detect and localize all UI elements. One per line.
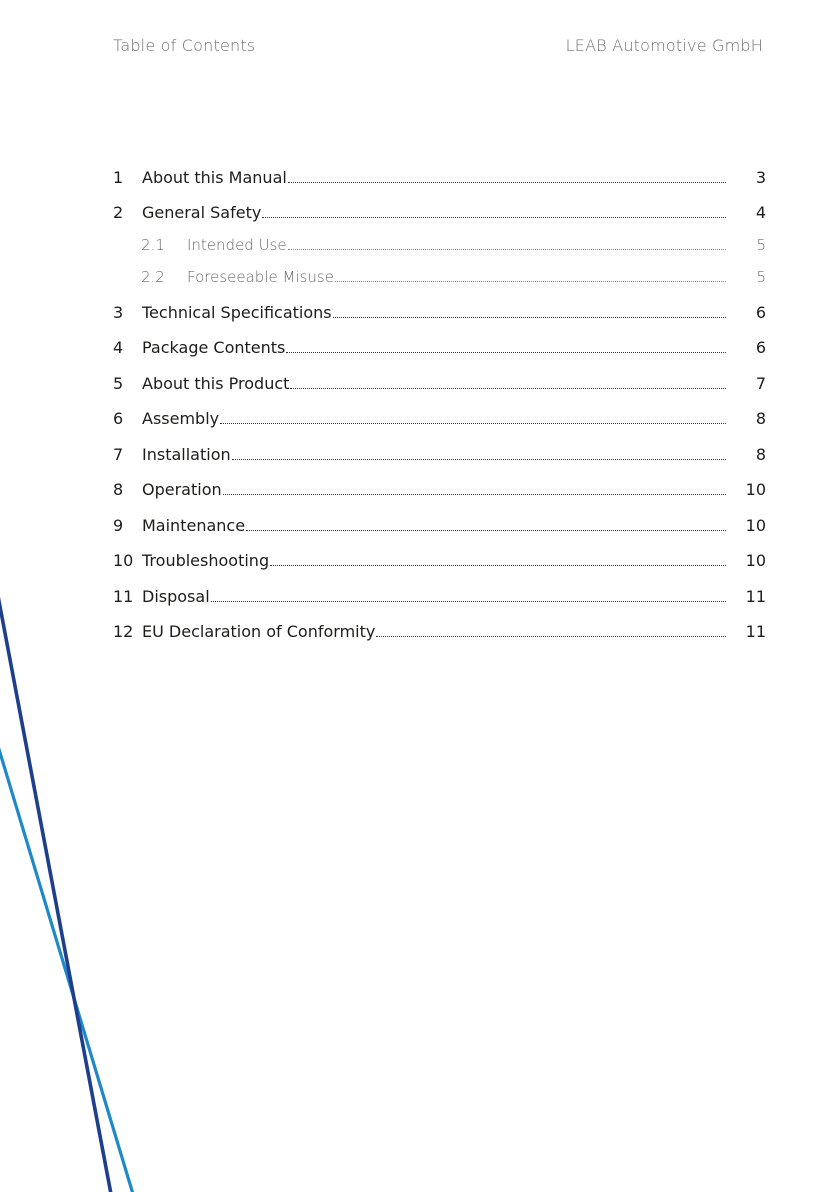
toc-entry-number: 3 xyxy=(113,302,124,322)
toc-entry-title: Installation xyxy=(142,444,231,464)
toc-entry-title: Intended Use xyxy=(187,236,287,254)
toc-entry-number: 2.1 xyxy=(141,236,165,254)
decorative-light-blue-line xyxy=(0,746,133,1192)
toc-entry-number: 8 xyxy=(113,480,124,499)
running-header-title: Table of Contents xyxy=(113,36,256,55)
toc-entry-number: 12 xyxy=(113,622,134,641)
toc-entry-page: 10 xyxy=(745,551,766,570)
toc-entry-page: 6 xyxy=(755,338,766,357)
toc-entry-page: 3 xyxy=(755,167,766,187)
toc-entry-number: 2 xyxy=(113,203,124,222)
toc-entry-title: Troubleshooting xyxy=(142,551,270,570)
toc-entry-number: 1 xyxy=(113,167,124,187)
toc-entry-page: 10 xyxy=(745,480,766,499)
toc-entry-title: Package Contents xyxy=(142,338,286,357)
toc-entry-page: 6 xyxy=(755,302,766,322)
toc-entry-number: 9 xyxy=(113,515,124,535)
toc-entry-title: EU Declaration of Conformity xyxy=(142,622,376,641)
toc-entry-page: 5 xyxy=(756,236,766,254)
toc-entry-page: 4 xyxy=(755,203,766,222)
toc-entry-title: Operation xyxy=(142,480,222,499)
toc-entry-number: 11 xyxy=(113,586,134,606)
toc-entry-number: 5 xyxy=(113,373,124,393)
toc-entry-page: 11 xyxy=(745,586,766,606)
toc-entry-page: 7 xyxy=(755,373,766,393)
decorative-dark-blue-line xyxy=(0,596,111,1192)
toc-entry-page: 5 xyxy=(756,268,766,286)
toc-entry-number: 10 xyxy=(113,551,134,570)
toc-entry-title: Maintenance xyxy=(142,515,246,535)
toc-entry-title: About this Manual xyxy=(142,167,287,187)
toc-entry-number: 6 xyxy=(113,409,124,428)
toc-entry-page: 11 xyxy=(745,622,766,641)
toc-entry-page: 8 xyxy=(755,409,766,428)
toc-entry-title: Assembly xyxy=(142,409,220,428)
toc-entry-title: General Safety xyxy=(142,203,262,222)
toc-entry-title: Foreseeable Misuse xyxy=(187,268,334,286)
toc-entry-number: 7 xyxy=(113,444,124,464)
toc-entry-number: 4 xyxy=(113,338,124,357)
running-header-company: LEAB Automotive GmbH xyxy=(565,36,763,55)
toc-entry-page: 10 xyxy=(745,515,766,535)
toc-entry-number: 2.2 xyxy=(141,268,165,286)
toc-entry-title: Technical Specifications xyxy=(142,302,332,322)
toc-entry-page: 8 xyxy=(755,444,766,464)
toc-entry-title: Disposal xyxy=(142,586,210,606)
toc-entry-title: About this Product xyxy=(142,373,290,393)
